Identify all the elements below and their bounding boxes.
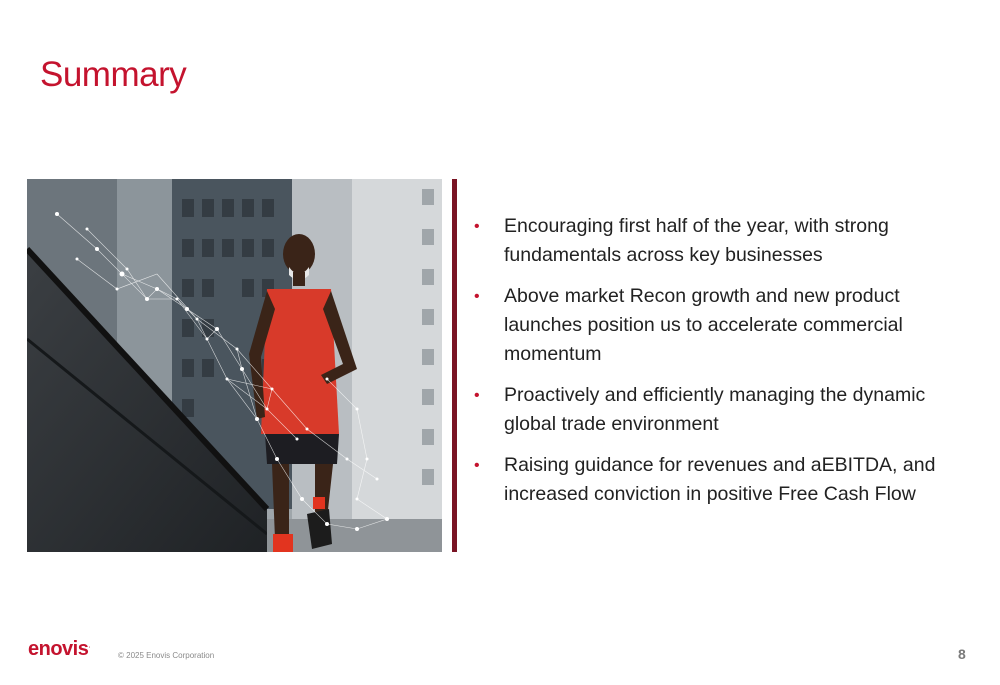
enovis-logo <box>28 638 90 661</box>
bullet-item <box>474 381 954 439</box>
bullet-item <box>474 451 954 509</box>
bullet-dot-icon: • <box>474 288 480 305</box>
runner-photo <box>27 179 442 552</box>
slide-title: Summary <box>40 55 187 94</box>
page-number: 8 <box>958 646 966 662</box>
bullet-item <box>474 212 954 270</box>
bullet-dot-icon: • <box>474 218 480 235</box>
bullet-text: Proactively and efficiently managing the dynamic global trade environment <box>504 384 926 435</box>
bullet-item <box>474 282 954 369</box>
bullet-text: Raising guidance for revenues and aEBITDA, and increased conviction in positive Free Cash Flow <box>504 454 936 505</box>
bullet-text: Above market Recon growth and new product launches position us to accelerate commercial momentum <box>504 285 903 365</box>
copyright-text: © 2025 Enovis Corporation <box>118 651 215 660</box>
logo-text: enovis <box>28 638 89 660</box>
summary-bullet-list <box>474 212 954 521</box>
bullet-dot-icon: • <box>474 457 480 474</box>
bullet-text: Encouraging first half of the year, with strong fundamentals across key businesses <box>504 215 889 266</box>
logo-mark: . <box>88 640 91 650</box>
bullet-dot-icon: • <box>474 387 480 404</box>
vertical-divider <box>452 179 457 552</box>
